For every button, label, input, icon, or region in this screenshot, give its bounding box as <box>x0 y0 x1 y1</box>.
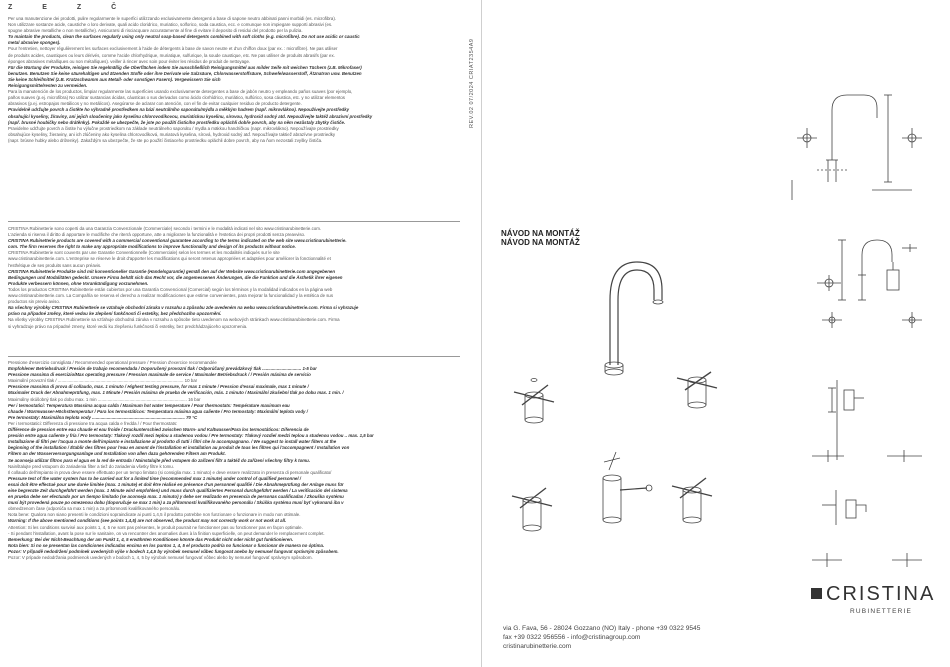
text-line: Pour l'entretien, nettoyer régulièrement les surfaces exclusivement à l'aide de détergents à base de savon neutre et d'un chiffon doux (par ex. : microfibre). Ne pas utiliser <box>8 46 338 52</box>
text-line: - Si pendant l'installation, avant la pose sur le sanitaire, on va rencontrer des anomalies dues à la finition superficielle, on peut demander le remplacement complet. <box>8 530 325 536</box>
text-line: eine begrenzte Zeit durchgeführt werden (max. 1 Minute wird empfohlen) und muss durch qualifiziertes Personal durchgeführt werden / La verificación del sistema <box>8 487 348 493</box>
text-line: éponges abrasives métalliques ou non métalliques). veiller à rincer avec soin pour éviter les résidus de produit de nettoyage. <box>8 58 251 64</box>
text-line: obmedzenom čase (odporúča sa max 1 min) a za prítomnosti kvalifikovaného personálu. <box>8 506 181 512</box>
text-line: Filtern an der Wasserversorgungsanlage und Installation von allen dazu gehörenden Filtern am Produkt. <box>8 451 226 457</box>
text-line: Nota bien: Si no se presentan las condiciones indicadas encima en los puntos 1, 4, 5 el producto podría no funcionar o funcionar de manera no óptima. <box>8 542 325 548</box>
text-line: (např. brusné houbičky nebo drátěnky). Pokaždé se ubezpečte, že jste po použití čisticího prostředku opláchli dobře povrch, aby na něm nezůstaly zbytky čističe. <box>8 119 346 125</box>
text-line: obsahujúce kyseliny, žieraviny, ani ich zlúčeniny ako kyselina chlorovodíková, muriatová kyselina, sírová, hydroxid sodný atď. Nepoužívajte taktiež abrazívne prostriedky <box>8 131 336 137</box>
text-line: Pravidelně udržujte povrch a čistěte ho výhradně prostředkem na bázi neutrálního saponátu/mýdla a měkkým hadrem (např. mikrovlákno). Nepoužívejte prostředky <box>8 107 350 113</box>
text-line: Pressure test of the water system has to be carried out for a limited time (recommended max 1 minute) under control of qualified personnel / <box>8 475 302 481</box>
text-line: Pravidelne udržujte povrch a čistite ho výlučne prostriedkom na základe neutrálneho saponátu / mydla a mäkkou handričkou (napr. mikrovlákno). Nepoužívajte prostriedky <box>8 125 339 131</box>
text-line: Per i termostatici: Temperatura Massima acqua calda / Maximum hot water temperature / Pour thermostats: Température maximum eau <box>8 402 290 408</box>
text-line: Produkte verbessern können, ohne Vorankündigung vorzunehmen. <box>8 280 149 286</box>
text-line: Na všetky výrobky CRISTINA Rubinetterie sa vzťahuje obchodná záruka v rozsahu a spôsobe tieto uvedenom na webových stránkach www.cristinarubinetterie.com. Firma <box>8 317 340 323</box>
text-line: abrasivos (p.ej. estropajos metálicos y no metálicos). Asegúrarse de aclarar con atención, con el fin de evitar cualquier residuo de producto detergente. <box>8 101 302 107</box>
text-line: L'azienda si riserva il diritto di apportare le modifiche che riterrà opportune, atte a migliorare la funzionalità e l'estetica dei propri prodotti senza preavviso. <box>8 232 306 238</box>
text-line: chaude / Warmwasser-Höchsttemperatur / Para los termostáticos: Temperatura máxima agua caliente / Pro termostaty: Maximální teplota vody / <box>8 408 308 414</box>
text-line: Se aconseja utilizar filtros para el agua en la red de entrada / Nainstalujte před vstupem do zařízení filtr a taktéž do zařízení všechny filtry k tomu. <box>8 457 311 463</box>
brand-logo-mark <box>811 588 823 600</box>
text-line: Non utilizzare sostanze acide, caustiche o loro derivate, quali acido cloridrico, muriatico, solforico, soda caustica, ecc. e comunque non impiegare supporti abrasivi (es. <box>8 22 333 28</box>
language-codes <box>8 4 143 11</box>
text-line: Pressione massima di esercizio/Max operating pressure / Pression maximale de service / Maximaler Betriebsdruck / / Presión máxima de servicio <box>8 372 311 378</box>
text-line: metal abrasive sponges). <box>8 40 61 46</box>
text-line: Reinigungsmittelresten zu vermeiden. <box>8 83 88 89</box>
spout-side-view <box>792 95 912 200</box>
brand-subtitle: RUBINETTERIE <box>850 608 913 615</box>
maintenance-text <box>8 16 460 144</box>
text-line: Attention: Si les conditions susvisé aux points 1, 4, 5 ne sont pas présentes, le produit pourrait ne fonctionner pas ou fonctionner pas en façon optimale. <box>8 524 303 530</box>
text-line: Pre termostaty: Maximálna teplota vody ............................................................................ 70 °C <box>8 414 198 420</box>
text-line: presión entre agua caliente y fría / Pro termostaty: Tlakový rozdíl mezi teplou a studenou vodou / Pre termostaty: Tlakový rozdiel medzi teplou a studenou vodou .. max. 1,5 bar <box>8 433 374 439</box>
text-line: si vyhradzuje právo na prípadné zmeny, ktoré vedú ku zlepšeniu funkčnosti či estetiky, bez predchádzajúceho upozornenia. <box>8 323 248 329</box>
text-line: Per una manutenzione dei prodotti, pulire regolarmente le superfici utilizzando esclusivamente detergenti a base di sapone neutro abbinati panni morbidi (es. microfibra). <box>8 16 337 21</box>
text-line: Todos los productos CRISTINA Rubinetterie están cubiertos por una Garantía Convencional (Comercial) según los términos y la modalidad indicados en la página web <box>8 286 333 292</box>
text-line: Per i termostatici: Differenza di pressione tra acqua calda e fredda / / Pour thermostats: <box>8 420 178 426</box>
text-line: Maximální provozní tlak / ....................................................................................................... 10 bar <box>8 378 198 384</box>
revision-code: REV.02 07/2024 CRIAT2354A9 <box>469 38 475 128</box>
instructions-title-2: NÁVOD NA MONTÁŽ <box>501 238 580 247</box>
text-line: Bemerkung: Bei der Nicht-Beachtung der am Punkt 1, 4, 5 erwähnten Konditionen könnte das Produkt nicht oder nicht gut funktionieren. <box>8 536 294 542</box>
text-line: de produits acides, caustiques ou leurs dérivés, comme l'acide chlorhydrique, muriatique, sulfurique, la soude caustique, etc. Ne pas utiliser de produits abrasifs (par ex. <box>8 52 335 58</box>
text-line: paños suaves (p.ej. microfibra) No utilizar sustancias ácidas, cáusticas o sus derivados como ácido clorhídrico, muriático, sulfúrico, sosa cáustica, etc. y no utilizar elementos <box>8 95 346 101</box>
divider <box>8 356 460 357</box>
website: cristinarubinetterie.com <box>503 643 572 650</box>
address: via G. Fava, 56 - 28024 Gozzano (NO) Italy - phone +39 0322 9545 <box>503 625 701 632</box>
code-2: E <box>42 4 48 11</box>
text-line: en prueba debe ser efectuado por un tiempo limitado (se aconseja max. 1 minuto) y debe ser realizado en presencia de personas cualificadas / Zkouška systému <box>8 494 344 500</box>
instructions-title: NÁVOD NA MONTÁŽ <box>501 229 580 238</box>
text-line: productos sin previo aviso. <box>8 299 60 305</box>
text-line: CRISTINA Rubinetterie products are covered with a commercial conventional guarantee according to the terms indicated on the web site www.cristinarubinetterie. <box>8 238 347 244</box>
text-line: Na všechny výrobky CRISTINA Rubinetterie se vztahuje obchodní záruka v rozsahu a způsobu zde uvedeném na webu www.cristinarubinetterie.com. Firma si vyhrazuje <box>8 305 359 311</box>
text-line: Pozor: V případě nedodržení podmínek uvedených výše v bodech 1,4,5 by výrobek nemusel vůbec fungovat anebo by nemusel fungovat správným způsobem. <box>8 548 339 554</box>
text-line: Warning: If the above mentioned conditions (see points 1,4,5) are not observed, the product may not correctly work or not work at all. <box>8 518 287 524</box>
faucet-technical-drawings <box>492 0 942 580</box>
text-line: CRISTINA Rubinetterie Produkte sind mit konventioneller Garantie (Handelsgarantie) gemäß den auf der Website www.cristinarubinetterie.com angegebenen <box>8 268 336 274</box>
text-line: Différence de pression entre eau chaude et eau froide / Druckunterschied zwischen Warm- und Kaltwasser/Para los termostáticos: Diferencia de <box>8 427 309 433</box>
text-line: Für die Wartung der Produkte, reinigen Sie regelmäßig die Oberflächen indem Sie ausschließlich Reinigungsmittel aus milder Seife mit weichen Tüchern (z.B. Mikrofaser) <box>8 64 362 70</box>
guarantee-text <box>8 226 460 330</box>
text-line: www.cristinarubinetterie.com. L'entreprise se réserve le droit d'apporter les modifications qui seront retenus appropriées et adaptées pour améliorer la fonctionnalité et <box>8 256 331 262</box>
text-line: Nota bene: Qualora non siano presenti le condizioni sopraindicate ai punti 1,4,5 il prodotto potrebbe non funzionare o funzionare in modo non ottimale. <box>8 512 301 518</box>
text-line: l'esthétique de ses produits sans aucun préavis. <box>8 262 102 268</box>
text-line: benutzen. Benutzen Sie keine säurehaltigen und ätzenden Stoffe oder ihre Derivate wie Salzsäure, Chlorwasserstoffsäure, Schwefelwasserstoff, Ätznatron usw. Benutzen <box>8 70 362 76</box>
handle-front-view <box>817 275 922 328</box>
text-line: Sie keine Schleifmittel (z.B. Kratzschwamm aus Metall- oder sonstigen Fasern). Vergewissern Sie sich <box>8 76 221 82</box>
text-line: Para la manutención de los productos, limpiar regularmente las superficies usando exclusivamente detergentes a base de jabón neutro y empleando paños suaves (por ejemplo, <box>8 89 353 95</box>
handle-top-view <box>797 128 922 148</box>
text-line: essai doit être effectué pour une durée limitée (max. 1 minute) et doit être réalisé en présence d'un personnel qualifié / Die Abnahmeprüfung der Anlage muss für <box>8 481 344 487</box>
text-line: Nainštalujte pred vstupom do zariadenia filter a tiež do zariadenia všetky filtre k tomu. <box>8 463 174 469</box>
basin-mixer-perspective <box>514 262 717 423</box>
text-line: com. The firm reserves the right to make any appropriate modifications to improve functionality and design of its products without notice. <box>8 244 296 250</box>
spout-dimension-view <box>838 240 917 300</box>
text-line: Pressione d'esercizio consigliata / Recommended operational pressure / Pression d'exercice recommandée <box>8 360 217 365</box>
text-line: musí být provedená pouze po omezenou dobu (doporučuje se max 1 min) a za přítomnosti kvalifikovaného personálu / Skúška systému musí byť vykonaná iba v <box>8 500 344 506</box>
fax-email: fax +39 0322 956556 - info@cristinagroup.com <box>503 634 641 641</box>
bidet-dimension-view <box>812 380 922 567</box>
text-line: Maximálny skúšobný tlak po dobu max. 1 min ......................................................................... 16 bar <box>8 396 201 402</box>
divider <box>8 221 460 222</box>
text-line: CRISTINA Rubinetterie sono coperti da una Garanzia Convenzionale (Commerciale) secondo i termini e le modalità indicati nel sito www.cristinarubinetterie.com. <box>8 226 322 231</box>
text-line: obsahující kyseliny, žíraviny, ani jejich sloučeniny jako kyselinu chlorovodíkovou, muriatickou kyselinu, sírovou, hydroxid sodný atd. Nepoužívejte taktéž abrazivní prostředky <box>8 113 373 119</box>
text-line: Installazione di filtri per l'acqua a monte dell'impianto e installazione al prodotto di tutti i filtri che lo accompagnano. / We suggest to install water filters at the <box>8 439 337 445</box>
text-line: To maintain the products, clean the surfaces regularly using only neutral soap-based detergents combined with soft cloths (e.g. microfibre). Do not use acidic or caustic <box>8 34 360 40</box>
code-3: Z <box>76 4 83 11</box>
text-line: právo na případné změny, které vedou ke zlepšení funkčnosti či estetiky, bez předchozího upozornění. <box>8 311 222 317</box>
code-1: Z <box>8 4 14 11</box>
text-line: Maximaler Druck der Abnahmeprüfung, max. 1 Minute / Presión máxima de prueba de verificación, máx. 1 minuto / Maximální zkušební tlak po dobu max. 1 min. / <box>8 390 344 396</box>
technical-specs-text <box>8 360 460 561</box>
code-4: Č <box>111 4 118 11</box>
text-line: Empfohlener Betriebsdruck / Presión de trabajo recomendada / Doporučený provozní tlak / Odporúčaný prevádzkový tlak ................................ 1-5 bar <box>8 366 317 372</box>
text-line: (napr. brúsne hubky alebo drôtenky). Zakaždým sa ubezpečte, že ste po použití čistiaceho prostriedku opláchli dobre povrch, aby na ňom nezostali zvyšky čističa. <box>8 137 323 143</box>
text-line: CRISTINA Rubinetterie sont couverts par une Garantie Conventionnelle (Commerciale) selon les termes et les modalités indiqués sur le site <box>8 250 280 256</box>
bidet-mixer-perspective <box>512 452 712 531</box>
text-line: beginning of the installation / Établir des filtres pour l'eau en amont de l'installation et installation au produit de tous les filtres qui l'accompagnent / Installation von <box>8 445 350 451</box>
text-line: Bedingungen und Modalitäten gedeckt. Unsere Firma behält sich das Recht vor, die angemessenen Änderungen, die die Funktion und die Ästhetik ihrer eigenen <box>8 274 343 280</box>
brand-name: CRISTINA <box>826 583 936 605</box>
text-line: spugne abrasive metalliche o non metalliche). Assicurarsi di risciacquare accuratamente al fine di evitare il deposito di residui del prodotto per la pulizia. <box>8 28 303 34</box>
contact-info <box>503 624 700 651</box>
text-line: Pressione massima di prova di collaudo, max. 1 minuto / Highest testing pressure, for max 1 minute / Pression d'essai maximale, max 1 minute / <box>8 384 309 390</box>
text-line: www.cristinarubinetterie.com. La Compañía se reserva el derecho a realizar modificaciones que estime convenientes, para mejorar la funcionalidad y la estética de sus <box>8 293 334 299</box>
text-line: Pozor: V prípade nedodržania podmienok uvedených v bodoch 1, 4, 5 by výrobok nemusel fungovať vôbec alebo by nemusel fungovať správnym spôsobom. <box>8 555 313 560</box>
text-line: Il collaudo dell'impianto in prova deve essere effettuato per un tempo limitato (si consiglia max. 1 minuto) e deve essere realizzato in presenza di personale qualificato/ <box>8 469 332 475</box>
